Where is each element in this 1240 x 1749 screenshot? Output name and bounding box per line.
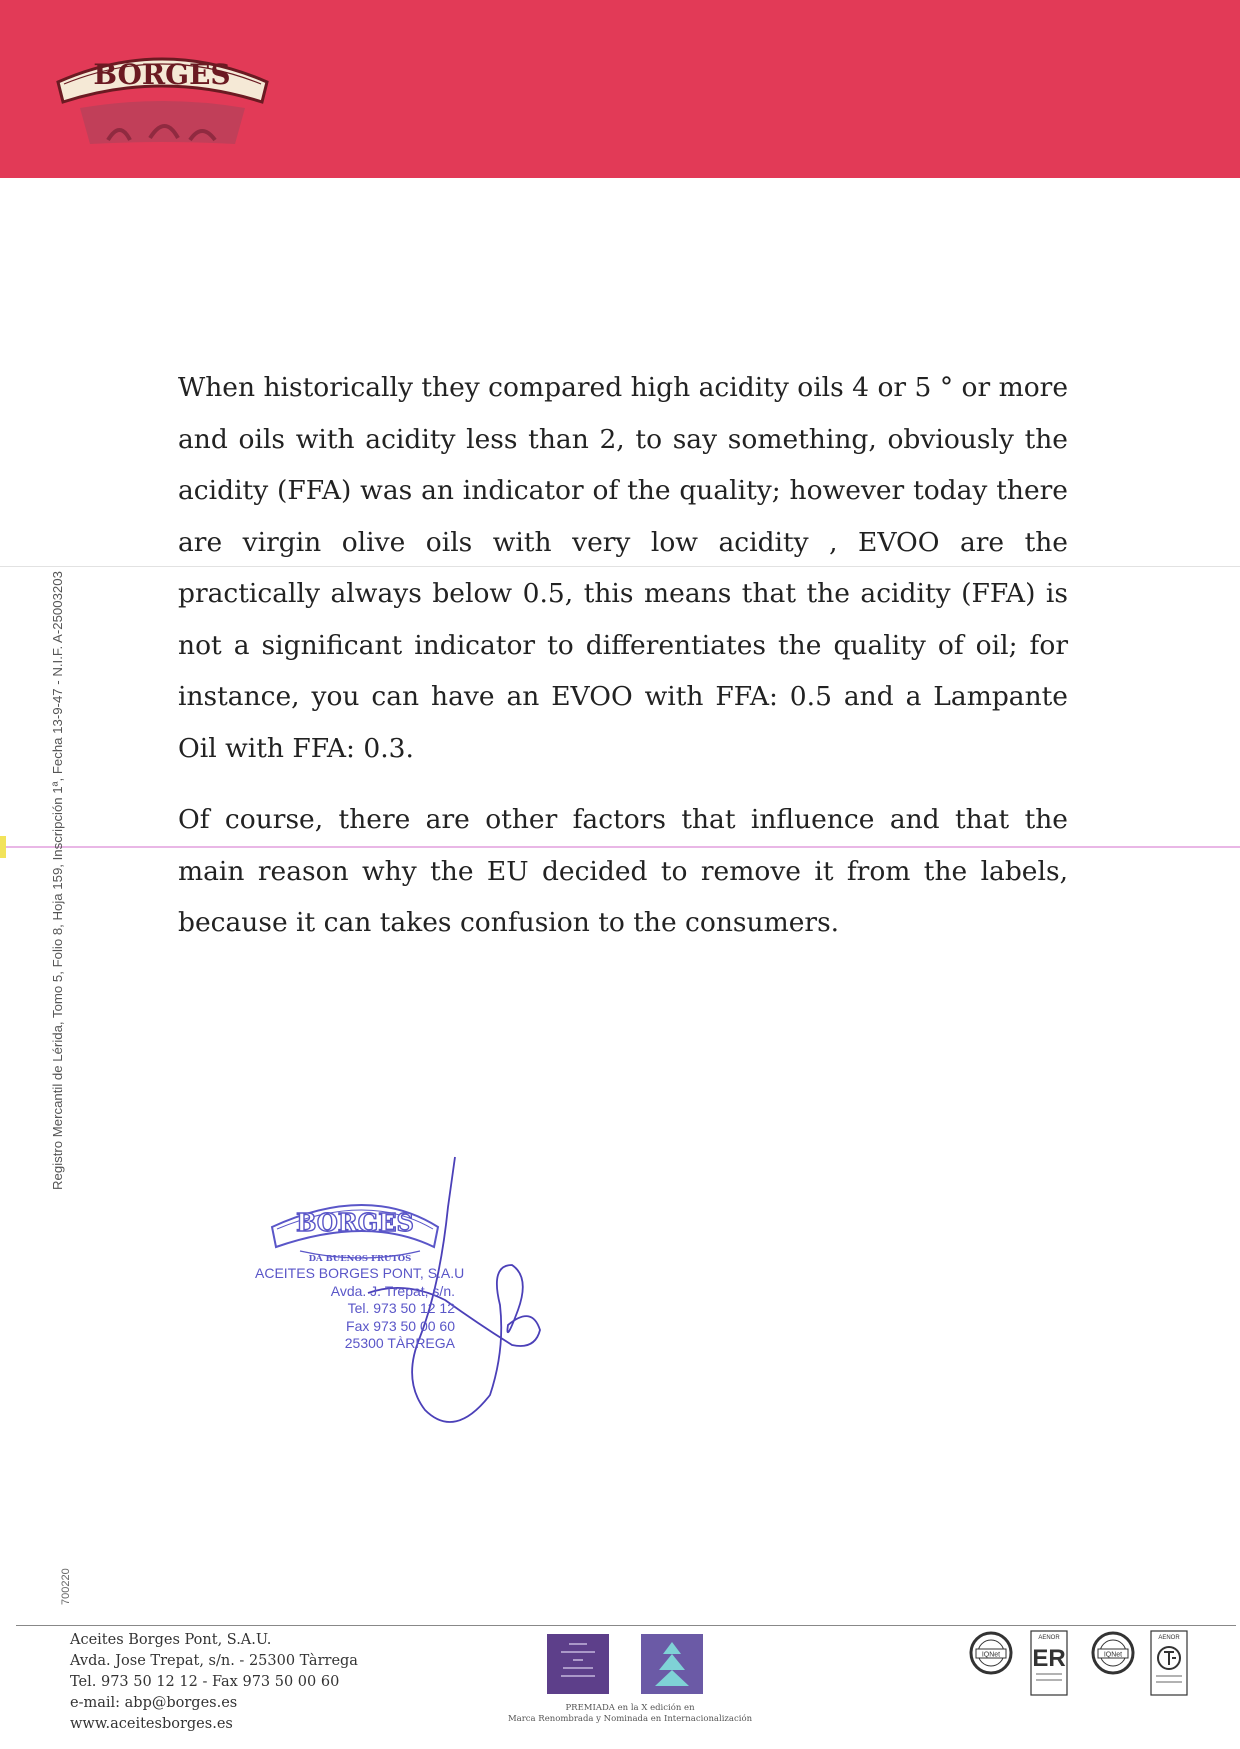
svg-text:IQNet: IQNet (1103, 1651, 1123, 1659)
paragraph-2: Of course, there are other factors that influence and that the main reason why the EU decided to remove it from the labels, because it can takes confusion to the consumers. (178, 804, 1068, 938)
award-badges (545, 1632, 705, 1697)
street: Avda. Jose Trepat, s/n. - 25300 Tàrrega (70, 1653, 358, 1669)
aenor-ga-badge-icon (1150, 1630, 1188, 1696)
iqnet-badge-icon (968, 1630, 1014, 1676)
margin-mark (0, 836, 6, 858)
document-code: 700220 (60, 1568, 72, 1605)
svg-text:ER: ER (1032, 1645, 1066, 1672)
registry-text: Registro Mercantil de Lérida, Tomo 5, Folio 8, Hoja 159, Inscripción 1ª, Fecha 13-9-47 - N.I.F. A-25003203 (50, 571, 65, 1190)
email: e-mail: abp@borges.es (70, 1695, 238, 1711)
letter-body (178, 362, 1068, 969)
aenor-er-badge-icon (1030, 1630, 1068, 1696)
svg-text:BORGES: BORGES (93, 58, 231, 91)
borges-logo (50, 40, 275, 170)
phone: Tel. 973 50 12 12 - Fax 973 50 00 60 (70, 1674, 340, 1690)
award-text: PREMIADA en la X edición en Marca Renombrada y Nominada en Internacionalización (507, 1703, 753, 1724)
svg-text:IQNet: IQNet (981, 1651, 1001, 1659)
svg-text:DA BUENOS FRUTOS: DA BUENOS FRUTOS (308, 1254, 412, 1264)
svg-text:BORGES: BORGES (296, 1208, 414, 1237)
stamp-address: ACEITES BORGES PONT, S.A.U Avda. J. Trepat, s/n. Tel. 973 50 12 12 Fax 973 50 00 60 25300 TÀRREGA (255, 1265, 465, 1351)
svg-text:AENOR: AENOR (1158, 1635, 1180, 1641)
company-name: Aceites Borges Pont, S.A.U. (70, 1632, 272, 1648)
website: www.aceitesborges.es (70, 1716, 233, 1732)
footer-address (70, 1630, 400, 1735)
iqnet-badge-2-icon (1090, 1630, 1136, 1676)
paragraph-1: When historically they compared high acidity oils 4 or 5 ° or more and oils with acidity less than 2, to say something, obviously the acidity (FFA) was an indicator of the quality; however today there are virgin olive oils with very low acidity , EVOO are the practically always below 0.5, this means that the acidity (FFA) is not a significant indicator to differentiates the quality of oil; for instance, you can have an EVOO with FFA: 0.5 and a Lampante Oil with FFA: 0.3. (178, 372, 1068, 764)
svg-text:AENOR: AENOR (1038, 1635, 1060, 1641)
footer-rule (16, 1625, 1236, 1626)
